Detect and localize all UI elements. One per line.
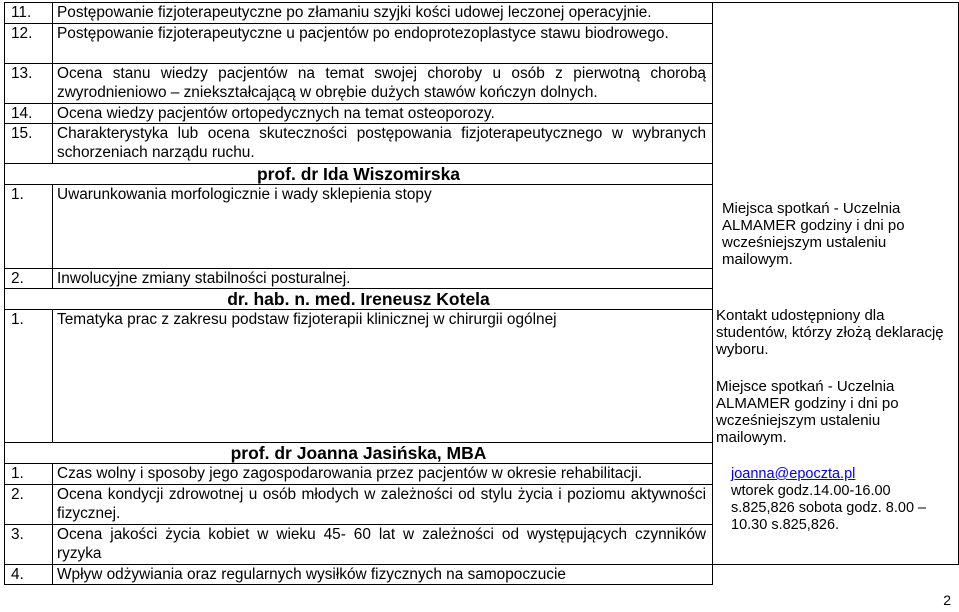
topic-text: Inwolucyjne zmiany stabilności posturalnej.	[53, 269, 713, 289]
table-row	[5, 565, 959, 585]
page-number: 2	[943, 592, 951, 608]
topic-text: Ocena stanu wiedzy pacjentów na temat swojej choroby u osób z pierwotną chorobą zwyrodnieniowo – zniekształcającą w obrębie dużych stawów kończyn dolnych.	[53, 64, 713, 104]
topic-text: Tematyka prac z zakresu podstaw fizjoterapii klinicznej w chirurgii ogólnej	[53, 310, 713, 443]
supervisor-name: prof. dr Ida Wiszomirska	[5, 164, 713, 185]
supervisor-name: dr. hab. n. med. Ireneusz Kotela	[5, 289, 713, 310]
topic-text: Czas wolny i sposoby jego zagospodarowania przez pacjentów w okresie rehabilitacji.	[53, 464, 713, 485]
topic-text: Wpływ odżywiania oraz regularnych wysiłków fizycznych na samopoczucie	[53, 565, 713, 585]
row-number: 2.	[5, 269, 53, 289]
document-page	[4, 2, 958, 584]
row-number: 13.	[5, 64, 53, 104]
row-number: 15.	[5, 124, 53, 164]
supervisor-name: prof. dr Joanna Jasińska, MBA	[5, 443, 713, 464]
contact-kotela-meeting	[716, 378, 948, 446]
topic-text: Ocena kondycji zdrowotnej u osób młodych w zależności od stylu życia i poziomu aktywności fizycznej.	[53, 485, 713, 525]
row-number: 12.	[5, 24, 53, 64]
topic-text: Postępowanie fizjoterapeutyczne po złamaniu szyjki kości udowej leczonej operacyjnie.	[53, 3, 713, 24]
contact-jasinska	[731, 466, 957, 534]
row-number: 1.	[5, 310, 53, 443]
row-number: 11.	[5, 3, 53, 24]
row-number: 1.	[5, 464, 53, 485]
contact-wiszomirska	[722, 200, 954, 268]
row-number: 3.	[5, 525, 53, 565]
row-number: 1.	[5, 185, 53, 269]
contact-kotela-availability	[716, 307, 946, 358]
topic-text: Uwarunkowania morfologicznie i wady sklepienia stopy	[53, 185, 713, 269]
row-number: 4.	[5, 565, 53, 585]
row-number: 2.	[5, 485, 53, 525]
email-link[interactable]: joanna@epoczta.pl	[731, 466, 856, 482]
topic-text: Postępowanie fizjoterapeutyczne u pacjentów po endoprotezoplastyce stawu biodrowego.	[53, 24, 713, 64]
table-row	[5, 3, 959, 24]
topic-text: Ocena jakości życia kobiet w wieku 45- 60 lat w zależności od występujących czynników ryzyka	[53, 525, 713, 565]
topic-text: Charakterystyka lub ocena skuteczności postępowania fizjoterapeutycznego w wybranych schorzeniach narządu ruchu.	[53, 124, 713, 164]
office-hours: wtorek godz.14.00-16.00 s.825,826 sobota godz. 8.00 – 10.30 s.825,826.	[731, 483, 927, 533]
contact-text: Miejsce spotkań - Uczelnia ALMAMER godziny i dni po wcześniejszym ustaleniu mailowym.	[716, 378, 899, 446]
row-number: 14.	[5, 104, 53, 124]
contact-text: Kontakt udostępniony dla studentów, którzy złożą deklarację wyboru.	[716, 307, 944, 358]
topic-text: Ocena wiedzy pacjentów ortopedycznych na temat osteoporozy.	[53, 104, 713, 124]
contact-text: Miejsca spotkań - Uczelnia ALMAMER godziny i dni po wcześniejszym ustaleniu mailowym.	[722, 200, 905, 268]
